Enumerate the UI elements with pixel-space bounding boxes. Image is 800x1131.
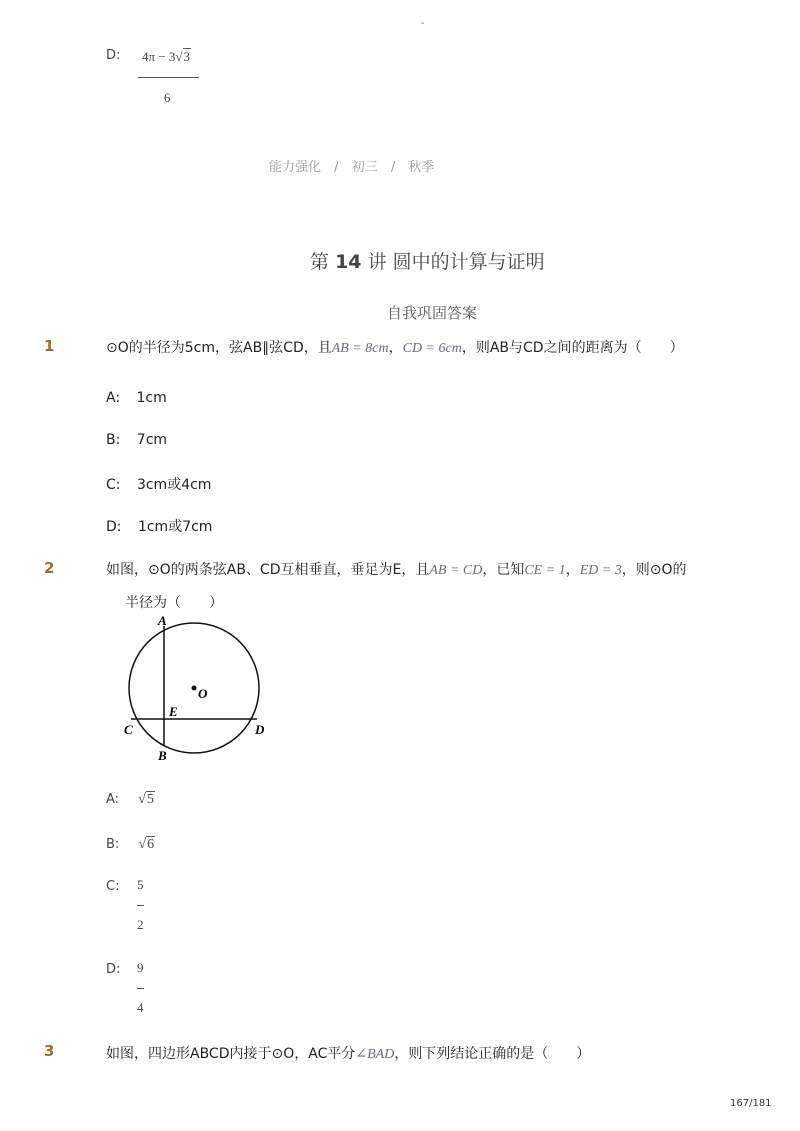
option-label: B: [106,837,120,852]
fraction-denominator: 6 [164,90,171,105]
point-label-b: B [158,748,167,763]
fraction-numerator: 4π − 3√3 [142,49,191,64]
page-top-mark: - [421,18,425,29]
prev-option-fraction [138,46,200,106]
sqrt-symbol: √3 [175,49,191,64]
option-d[interactable] [106,516,212,536]
option-b[interactable] [106,833,155,853]
option-b[interactable] [106,432,167,448]
option-c[interactable] [106,474,211,494]
option-a[interactable] [106,788,155,808]
fraction-numerator: 9 [137,960,144,975]
option-d[interactable] [106,960,166,1020]
breadcrumb-separator: / [334,160,339,175]
point-label-o: O [198,686,208,701]
point-label-e: E [169,704,178,719]
sqrt-symbol: √6 [138,837,155,852]
option-label: C: [106,879,120,894]
question-number: 3 [44,1042,55,1060]
breadcrumb-item: 秋季 [408,160,435,175]
lecture-title: 第 14 讲 圆中的计算与证明 [310,251,545,273]
option-label: B: [106,432,121,448]
breadcrumb-item: 初三 [351,160,378,175]
option-label: A: [106,390,121,406]
question-text: 如图，⊙O的两条弦AB、CD互相垂直，垂足为E，且AB = CD，已知CE = 1，ED = 3，则⊙O的 [106,562,687,578]
option-label: D: [106,962,121,977]
fraction-numerator: 5 [137,877,144,892]
prev-option-label: D: [106,48,121,63]
question-number: 1 [44,337,55,355]
option-label: D: [106,519,122,535]
option-label: A: [106,792,120,807]
breadcrumb-item: 能力强化 [269,160,322,175]
breadcrumb [269,156,434,175]
option-text: 1cm或7cm [137,519,213,535]
option-label: C: [106,477,121,493]
fraction-denominator: 2 [137,917,144,932]
breadcrumb-separator: / [390,160,396,175]
fraction-bar [137,988,144,989]
option-text: 3cm或4cm [136,477,212,493]
point-label-d: D [255,722,265,737]
fraction-bar [137,905,144,906]
option-text: 7cm [136,432,168,448]
point-label-a: A [158,613,167,628]
lecture-subtitle: 自我巩固答案 [387,304,478,322]
question-text: 如图，四边形ABCD内接于⊙O，AC平分∠BAD，则下列结论正确的是（ ） [106,1046,591,1062]
option-text: 1cm [136,390,167,406]
geometry-figure [118,612,278,767]
question-text-line2: 半径为（ ） [125,595,223,611]
fraction-bar [138,77,199,78]
question-number: 2 [44,559,55,577]
option-c[interactable] [106,877,166,937]
center-point [192,686,197,691]
question-text: ⊙O的半径为5cm，弦AB∥弦CD，且AB = 8cm，CD = 6cm，则AB与CD之间的距离为（ ） [106,340,684,356]
point-label-c: C [124,722,133,737]
option-a[interactable] [106,390,167,406]
sqrt-symbol: √5 [138,792,154,807]
page-number: 167/181 [730,1098,772,1109]
fraction-denominator: 4 [137,1000,144,1015]
